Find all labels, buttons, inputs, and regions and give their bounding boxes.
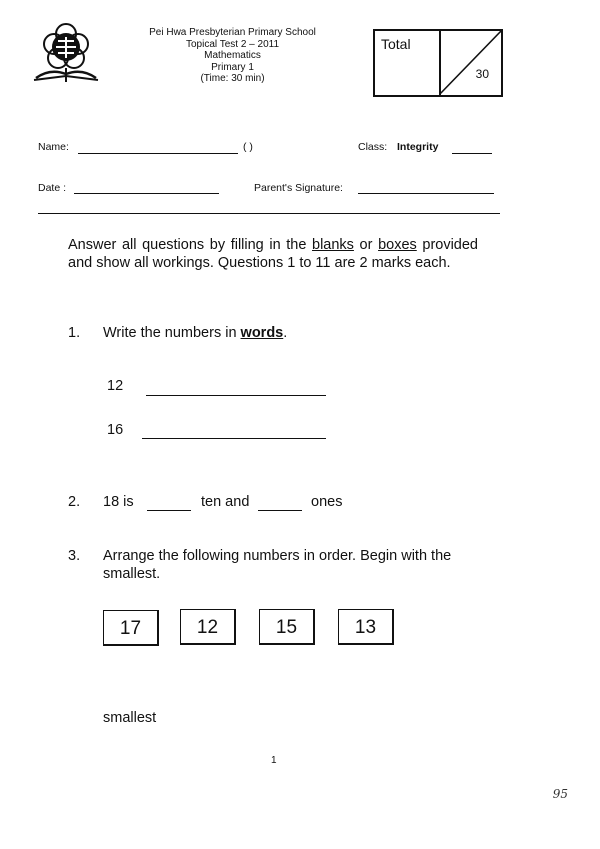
school-header — [115, 27, 350, 85]
test-title: Topical Test 2 – 2011 — [185, 38, 280, 50]
number-box-17: 17 — [103, 610, 159, 646]
date-label: Date : — [38, 182, 67, 194]
q1-text — [103, 325, 287, 341]
name-field[interactable] — [78, 153, 238, 154]
name-label: Name: — [38, 141, 69, 153]
q1-answer-line-12[interactable] — [146, 395, 326, 396]
number-box-15: 15 — [259, 609, 315, 645]
subject: Mathematics — [204, 50, 261, 61]
total-box-slash — [439, 31, 501, 95]
q1-answer-line-16[interactable] — [142, 438, 326, 439]
number-box-12: 12 — [180, 609, 236, 645]
level: Primary 1 — [211, 61, 254, 73]
class-value: Integrity — [397, 141, 439, 153]
instructions-text-2: or — [353, 237, 379, 253]
q3-text: Arrange the following numbers in order. Begin with the smallest. — [103, 548, 452, 582]
instructions — [68, 237, 478, 272]
header-rule — [38, 213, 500, 214]
signature-field[interactable] — [358, 193, 494, 194]
q2-ones-blank[interactable] — [258, 510, 302, 511]
instructions-boxes: boxes — [378, 237, 417, 253]
register-number-field[interactable]: ( ) — [243, 141, 253, 153]
q1-text-pre: Write the numbers in — [103, 325, 241, 341]
q2-text-2: ten and — [201, 494, 250, 510]
q1-item-16: 16 — [107, 422, 124, 438]
instructions-text-3: provided and show all workings. Questions 1 to 11 are 2 marks each. — [68, 237, 478, 271]
page-number: 1 — [271, 755, 277, 766]
q1-number: 1. — [68, 325, 81, 341]
school-name: Pei Hwa Presbyterian Primary School — [149, 27, 316, 38]
school-crest-logo — [30, 22, 102, 86]
total-label: Total — [381, 36, 411, 52]
instructions-blanks: blanks — [312, 237, 354, 253]
q2-text-3: ones — [311, 494, 343, 510]
smallest-label: smallest — [103, 710, 157, 726]
total-score-box — [373, 29, 503, 97]
time-limit: (Time: 30 min) — [200, 73, 265, 84]
q2-text-1: 18 is — [103, 494, 134, 510]
q1-text-post: . — [283, 325, 288, 341]
q2-tens-blank[interactable] — [147, 510, 191, 511]
q1-text-bold: words — [240, 325, 284, 341]
q3-number: 3. — [68, 548, 81, 564]
class-blank[interactable] — [452, 153, 492, 154]
number-box-13: 13 — [338, 609, 394, 645]
class-label: Class: — [358, 141, 388, 153]
signature-label: Parent's Signature: — [254, 182, 343, 194]
instructions-text-1: Answer all questions by filling in the — [68, 237, 313, 253]
date-field[interactable] — [74, 193, 219, 194]
q1-item-12: 12 — [107, 378, 124, 394]
handwritten-mark: 95 — [552, 787, 568, 801]
total-score: 30 — [475, 67, 489, 81]
q2-number: 2. — [68, 494, 81, 510]
